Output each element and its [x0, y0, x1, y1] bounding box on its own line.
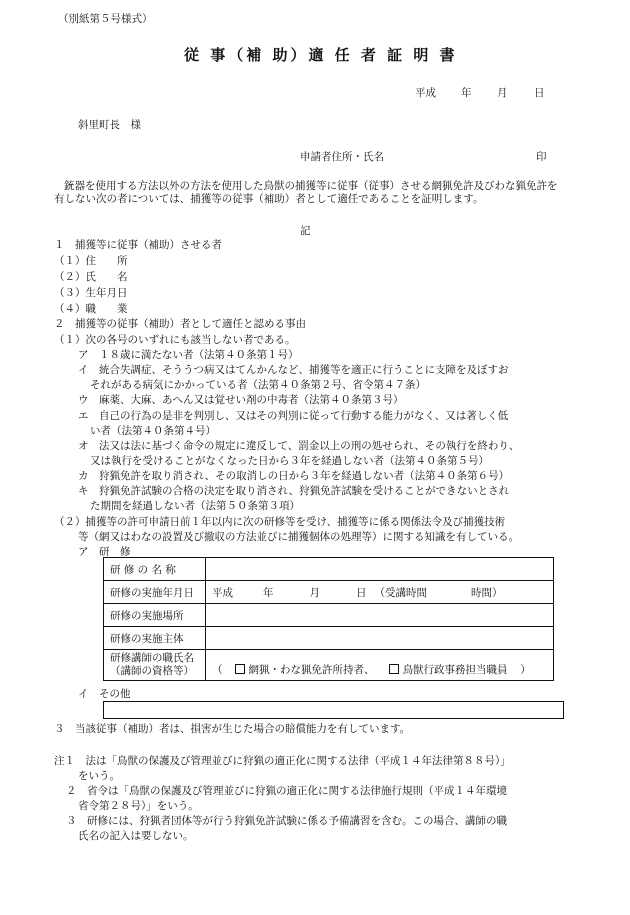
s1-item-birthdate: （３）生年月日	[54, 287, 128, 299]
date-month: 月	[497, 87, 508, 99]
date-era: 平成	[415, 87, 436, 99]
table-row	[104, 627, 554, 650]
s1-item-occupation: （４）職 業	[54, 303, 128, 315]
training-place-field[interactable]	[206, 604, 554, 627]
note-2-line1: ２ 省令は「鳥獣の保護及び管理並びに狩猟の適正化に関する法律施行規則（平成１４年環境	[66, 785, 507, 797]
table-row	[104, 604, 554, 627]
td-month: 月	[309, 586, 320, 599]
s2-item-ki-line2: た期間を経過しない者（法第５０条第３項）	[90, 500, 300, 512]
s2-item-i-line2: それがある病気にかかっている者（法第４０条第２号、省令第４７条）	[90, 379, 426, 391]
s1-item-address: （１）住 所	[54, 255, 128, 267]
s2-item-ka: カ 狩猟免許を取り消され、その取消しの日から３年を経過しない者（法第４０条第６号）	[78, 470, 510, 482]
training-name-label: 研 修 の 名 称	[104, 558, 206, 581]
other-label: イ その他	[78, 688, 131, 700]
s2-item-o-line1: オ 法又は法に基づく命令の規定に違反して、罰金以上の刑の処せられ、その執行を終わり、	[78, 440, 520, 452]
date-year: 年	[461, 87, 472, 99]
kenshu-label: ア 研 修	[78, 546, 131, 558]
checkbox-license-holder[interactable]	[235, 664, 245, 674]
form-number: （別紙第５号様式）	[58, 13, 153, 25]
note-1-line2: をいう。	[78, 770, 120, 782]
note-3-line2: 氏名の記入は要しない。	[78, 830, 194, 842]
training-body-label: 研修の実施主体	[104, 627, 206, 650]
s2-item-a: ア １８歳に満たない者（法第４０条第１号）	[78, 349, 299, 361]
addressee: 斜里町長 様	[78, 119, 141, 131]
intro-paragraph: 銃器を使用する方法以外の方法を使用した鳥獣の捕獲等に従事（従事）させる網猟免許及びわな猟免許を有しない次の者については、捕獲等の従事（補助）者として適任であることを証明します。	[54, 180, 558, 205]
ki-label: 記	[300, 225, 311, 237]
table-row	[104, 558, 554, 581]
training-date-field[interactable]	[206, 581, 554, 604]
section-3: ３ 当該従事（補助）者は、損害が生じた場合の賠償能力を有しています。	[54, 723, 411, 735]
instructor-label-line1: 研修講師の職氏名	[110, 652, 194, 664]
s2-item-o-line2: 又は執行を受けることがなくなった日から３年を経過しない者（法第４０条第５号）	[90, 455, 489, 467]
note-1-line1: 注１ 法は「鳥獣の保護及び管理並びに狩猟の適正化に関する法律（平成１４年法律第８８号）」	[54, 755, 511, 767]
seal-mark: 印	[536, 151, 547, 163]
s2-sub2-line2: 等（網又はわなの設置及び撤収の方法並びに捕獲個体の処理等）に関する知識を有している。	[78, 531, 519, 543]
td-year: 年	[263, 586, 274, 599]
table-row	[104, 581, 554, 604]
table-row	[104, 650, 554, 681]
opt-paren-close: ）	[520, 664, 531, 676]
applicant-label: 申請者住所・氏名	[300, 151, 384, 163]
opt-license-holder: 網猟・わな猟免許所持者、	[248, 664, 375, 676]
training-date-label: 研修の実施年月日	[104, 581, 206, 604]
td-hours-close: 時間）	[471, 586, 503, 599]
note-2-line2: 省令第２８号）」をいう。	[78, 800, 199, 812]
date-day: 日	[534, 87, 545, 99]
training-instructor-label	[104, 650, 206, 681]
s2-sub2-line1: （２）捕獲等の許可申請日前１年以内に次の研修等を受け、捕獲等に係る関係法令及び捕獲技術	[54, 516, 506, 528]
s1-item-name: （２）氏 名	[54, 271, 128, 283]
td-hours-open: （受講時間	[374, 586, 427, 599]
s2-item-e-line2: い者（法第４０条第４号）	[90, 425, 216, 437]
note-3-line1: ３ 研修には、狩猟者団体等が行う狩猟免許試験に係る予備講習を含む。この場合、講師の職	[66, 815, 507, 827]
s2-item-ki-line1: キ 狩猟免許試験の合格の決定を取り消され、狩猟免許試験を受けることができないとされ	[78, 485, 510, 497]
instructor-label-line2: （講師の資格等）	[110, 665, 194, 677]
section-2-heading: ２ 捕獲等の従事（補助）者として適任と認める事由	[54, 318, 306, 330]
document-title: 従 事（補 助）適 任 者 証 明 書	[184, 46, 458, 64]
s2-sub1: （１）次の各号のいずれにも該当しない者である。	[54, 334, 296, 346]
training-table	[103, 557, 554, 681]
section-1-heading: １ 捕獲等に従事（補助）させる者	[54, 239, 222, 251]
td-day: 日	[356, 586, 367, 599]
s2-item-e-line1: エ 自己の行為の是非を判別し、又はその判別に従って行動する能力がなく、又は著しく低	[78, 410, 509, 422]
training-instructor-field[interactable]	[206, 650, 554, 681]
checkbox-admin-staff[interactable]	[389, 664, 399, 674]
s2-item-i-line1: イ 統合失調症、そううつ病又はてんかんなど、捕獲等を適正に行うことに支障を及ぼすお	[78, 364, 509, 376]
training-body-field[interactable]	[206, 627, 554, 650]
opt-paren-open: （	[212, 664, 223, 676]
opt-admin-staff: 鳥獣行政事務担当職員	[402, 664, 508, 676]
s2-item-u: ウ 麻薬、大麻、あへん又は覚せい剤の中毒者（法第４０条第３号）	[78, 394, 404, 406]
training-place-label: 研修の実施場所	[104, 604, 206, 627]
other-field[interactable]	[103, 701, 564, 719]
td-era: 平成	[212, 586, 233, 599]
training-name-field[interactable]	[206, 558, 554, 581]
